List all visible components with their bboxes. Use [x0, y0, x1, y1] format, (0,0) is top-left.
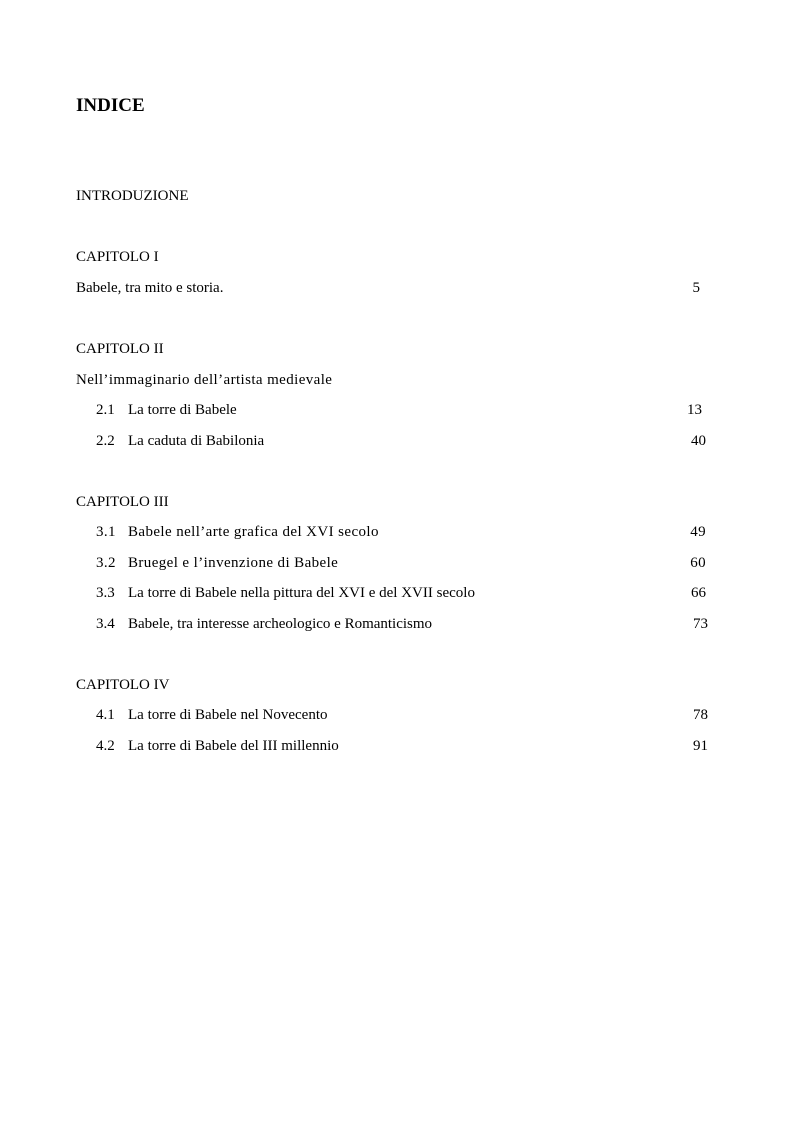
toc-entry-3-2 — [0, 553, 794, 573]
section-label: Babele nell’arte grafica del XVI secolo — [128, 524, 379, 540]
chapter-2-heading: CAPITOLO II — [76, 341, 164, 357]
toc-entry-3-4 — [0, 614, 794, 634]
section-number: 2.1 — [96, 402, 115, 418]
chapter-1-heading: CAPITOLO I — [76, 249, 159, 265]
chapter-1-subtitle: Babele, tra mito e storia. — [76, 280, 224, 296]
toc-entry-3-3 — [0, 583, 794, 603]
section-page: 78 — [693, 707, 708, 723]
toc-entry-4-2 — [0, 736, 794, 756]
section-number: 3.3 — [96, 585, 115, 601]
section-page: 66 — [691, 585, 706, 601]
section-label: La caduta di Babilonia — [128, 433, 265, 449]
section-page: 40 — [691, 433, 706, 449]
section-page: 49 — [690, 524, 706, 540]
section-number: 4.2 — [96, 738, 115, 754]
section-label: Bruegel e l’invenzione di Babele — [128, 555, 339, 571]
chapter-1-page: 5 — [692, 280, 700, 296]
section-label: La torre di Babele del III millennio — [128, 738, 339, 754]
section-label: Babele, tra interesse archeologico e Romanticismo — [128, 616, 433, 632]
section-number: 3.1 — [96, 524, 116, 540]
introduction-heading: INTRODUZIONE — [76, 188, 189, 204]
toc-entry-3-1 — [0, 522, 794, 542]
toc-entry-2-2 — [0, 431, 794, 451]
section-label: La torre di Babele nel Novecento — [128, 707, 328, 723]
chapter-2-subtitle: Nell’immaginario dell’artista medievale — [76, 372, 333, 388]
section-number: 3.4 — [96, 616, 115, 632]
chapter-3-heading: CAPITOLO III — [76, 494, 169, 510]
page-title: INDICE — [76, 95, 145, 116]
section-page: 91 — [693, 738, 708, 754]
section-number: 4.1 — [96, 707, 115, 723]
chapter-1-subtitle-row — [0, 278, 794, 298]
section-page: 73 — [693, 616, 708, 632]
chapter-4-heading: CAPITOLO IV — [76, 677, 170, 693]
section-page: 60 — [690, 555, 706, 571]
section-number: 3.2 — [96, 555, 116, 571]
section-label: La torre di Babele nella pittura del XVI e del XVII secolo — [128, 585, 475, 601]
section-label: La torre di Babele — [128, 402, 237, 418]
toc-entry-4-1 — [0, 705, 794, 725]
toc-entry-2-1 — [0, 400, 794, 420]
section-page: 13 — [687, 402, 702, 418]
section-number: 2.2 — [96, 433, 115, 449]
